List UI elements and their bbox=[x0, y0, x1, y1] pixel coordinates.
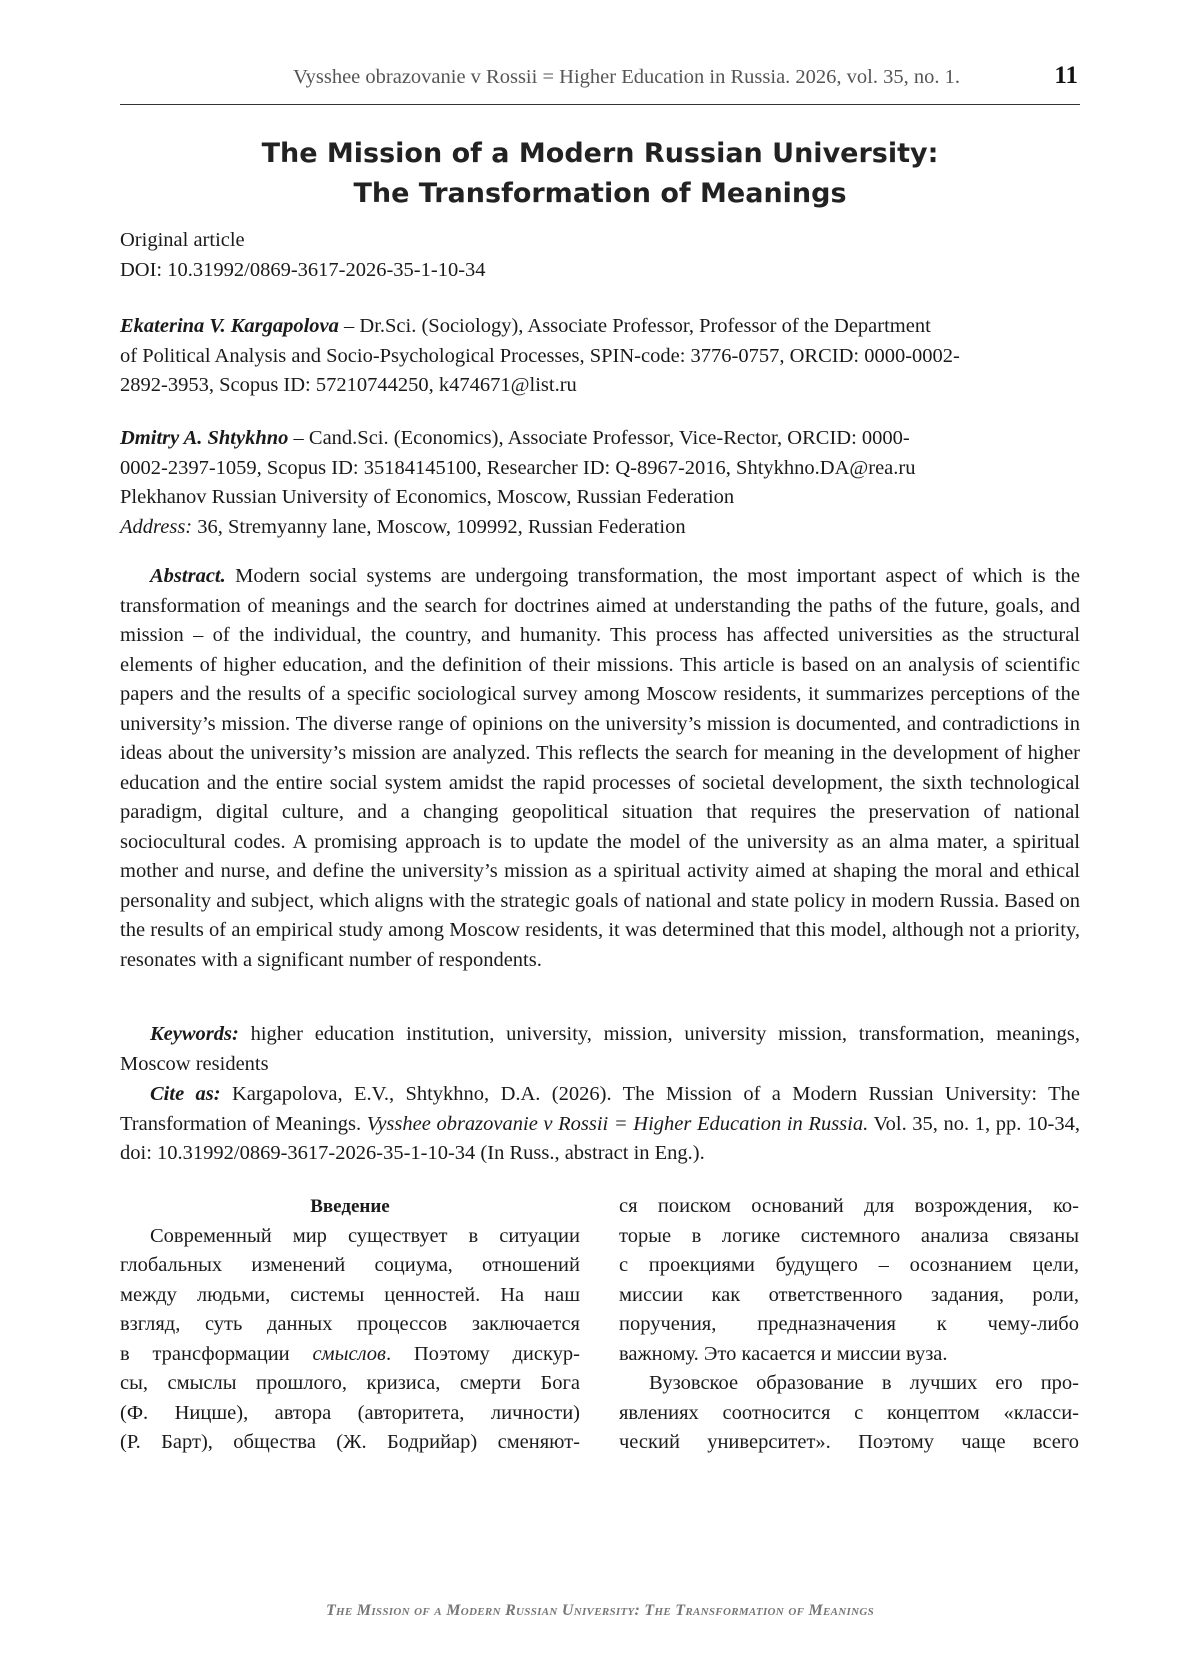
author-1-name: Ekaterina V. Kargapolova bbox=[120, 315, 339, 337]
keywords-label: Keywords: bbox=[150, 1023, 239, 1045]
article-meta bbox=[120, 226, 1080, 285]
intro-right-line-3: с проекциями будущего – осознанием цели, bbox=[619, 1254, 1079, 1276]
author-2-line-2: 0002-2397-1059, Scopus ID: 35184145100, Researcher ID: Q-8967-2016, Shtykhno.DA@rea.ru bbox=[120, 456, 916, 479]
intro-left-line-3: между людьми, системы ценностей. На наш bbox=[120, 1283, 580, 1306]
abstract bbox=[120, 562, 1080, 975]
keywords bbox=[120, 1020, 1080, 1079]
intro-left-line-5c: . Поэтому дискур- bbox=[385, 1342, 581, 1365]
author-1 bbox=[120, 312, 1080, 401]
intro-left-line-5b: смыслов bbox=[312, 1342, 386, 1365]
author-1-line-1: – Dr.Sci. (Sociology), Associate Professor, Professor of the Department bbox=[338, 315, 931, 337]
intro-left-line-5 bbox=[120, 1340, 580, 1370]
intro-right-line-5: поручения, предназначения к чему-либо bbox=[619, 1313, 1079, 1335]
running-footer: The Mission of a Modern Russian University: The Transformation of Meanings bbox=[325, 1602, 875, 1619]
cite-journal: Vysshee obrazovanie v Rossii = Higher Education in Russia. bbox=[366, 1112, 869, 1135]
author-2-name: Dmitry A. Shtykhno bbox=[120, 427, 289, 449]
abstract-label: Abstract. bbox=[150, 565, 226, 587]
intro-right-line-8: явлениях соотносится с концептом «класси- bbox=[619, 1401, 1079, 1424]
running-header bbox=[120, 58, 1080, 105]
intro-right-line-2: торые в логике системного анализа связаны bbox=[619, 1224, 1079, 1247]
intro-left-line-6: сы, смыслы прошлого, кризиса, смерти Бога bbox=[120, 1372, 580, 1394]
author-2-line-1: – Cand.Sci. (Economics), Associate Professor, Vice-Rector, ORCID: 0000- bbox=[288, 427, 910, 449]
cite-text-1: Kargapolova, E.V., Shtykhno, D.A. (2026). The Mission of a Modern Russian University: The Transformation of Meanings. bbox=[120, 1083, 1080, 1135]
journal-citation: Vysshee obrazovanie v Rossii = Higher Education in Russia. 2026, vol. 35, no. 1. bbox=[293, 66, 960, 88]
title-line-1: The Mission of a Modern Russian University: bbox=[261, 138, 939, 169]
citation bbox=[120, 1080, 1080, 1169]
keywords-text: higher education institution, university, mission, university mission, transformation, meanings, Moscow residents bbox=[120, 1023, 1080, 1075]
intro-heading: Введение bbox=[310, 1196, 390, 1217]
title-line-2: The Transformation of Meanings bbox=[353, 178, 847, 209]
abstract-text: Modern social systems are undergoing transformation, the most important aspect of which is the transformation of meanings and the search for doctrines aimed at understanding the paths of the future, goals, and mission – of the individual, the country, and humanity. This process has affected universities as the structural elements of higher education, and the definition of their missions. This article is based on an analysis of scientific papers and the results of a specific sociological survey among Moscow residents, it summarizes perceptions of the university’s mission. The diverse range of opinions on the university’s mission is documented, and contradictions in ideas about the university’s mission are analyzed. This reflects the search for meaning in the development of higher education and the entire social system amidst the rapid processes of societal development, the sixth technological paradigm, digital culture, and a changing geopolitical situation that requires the preservation of national sociocultural codes. A promising approach is to update the model of the university as an alma mater, a spiritual mother and nurse, and define the university’s mission as a spiritual activity aimed at shaping the moral and ethical personality and subject, which aligns with the strategic goals of national and state policy in modern Russia. Based on the results of an empirical study among Moscow residents, it was determined that this model, although not a priority, resonates with a significant number of respondents. bbox=[120, 565, 1080, 971]
article-type: Original article bbox=[120, 229, 245, 251]
intro-right-line-9: ческий университет». Поэтому чаще всего bbox=[619, 1431, 1079, 1453]
author-2 bbox=[120, 424, 1080, 542]
doi: DOI: 10.31992/0869-3617-2026-35-1-10-34 bbox=[120, 258, 486, 281]
intro-left-line-1: Современный мир существует в ситуации bbox=[150, 1224, 580, 1247]
intro-left-line-8: (Р. Барт), общества (Ж. Бодрийар) сменяют- bbox=[120, 1431, 580, 1453]
intro-left-line-5a: в трансформации bbox=[120, 1342, 313, 1365]
intro-right-line-4: миссии как ответственного задания, роли, bbox=[619, 1283, 1079, 1306]
page-number: 11 bbox=[1054, 62, 1078, 89]
author-1-line-2: of Political Analysis and Socio-Psychological Processes, SPIN-code: 3776-0757, ORCID: 0000-0002- bbox=[120, 344, 960, 367]
intro-right-line-6: важному. Это касается и миссии вуза. bbox=[619, 1342, 948, 1365]
cite-text-2: Vol. 35, no. 1, pp. 10-34, doi: 10.31992/0869-3617-2026-35-1-10-34 (In Russ., abstract in Eng.). bbox=[120, 1112, 1080, 1164]
intro-right-line-7: Вузовское образование в лучших его про- bbox=[649, 1372, 1079, 1394]
intro-left-column bbox=[120, 1192, 580, 1458]
address: 36, Stremyanny lane, Moscow, 109992, Russian Federation bbox=[192, 515, 686, 538]
author-1-line-3: 2892-3953, Scopus ID: 57210744250, k474671@list.ru bbox=[120, 374, 577, 396]
affiliation: Plekhanov Russian University of Economics, Moscow, Russian Federation bbox=[120, 486, 735, 508]
article-title bbox=[120, 134, 1080, 214]
address-label: Address: bbox=[120, 515, 193, 538]
intro-right-line-1: ся поиском оснований для возрождения, ко- bbox=[619, 1195, 1079, 1217]
intro-left-line-4: взгляд, суть данных процессов заключается bbox=[120, 1313, 580, 1335]
intro-left-line-7: (Ф. Ницше), автора (авторитета, личности) bbox=[120, 1401, 580, 1424]
intro-right-column bbox=[619, 1192, 1079, 1458]
intro-left-line-2: глобальных изменений социума, отношений bbox=[120, 1254, 580, 1276]
cite-label: Cite as: bbox=[150, 1083, 221, 1105]
